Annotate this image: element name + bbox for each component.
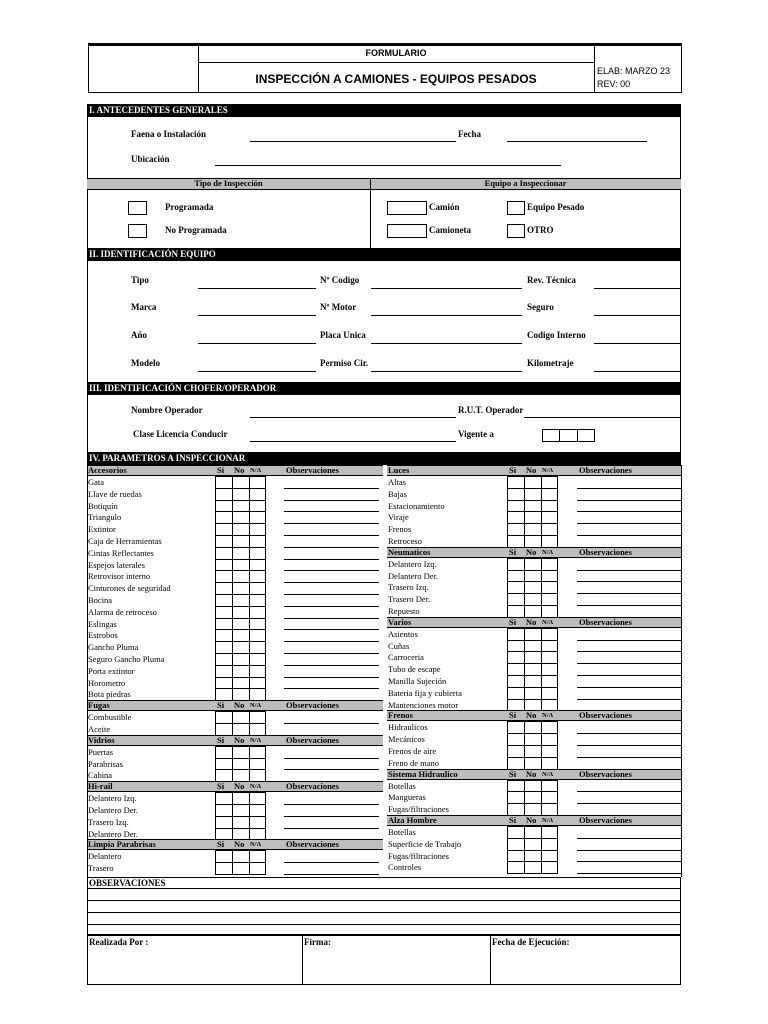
form-label: FORMULARIO xyxy=(365,48,427,58)
observation-field[interactable] xyxy=(284,828,379,829)
observation-field[interactable] xyxy=(284,523,379,524)
no-programada-checkbox[interactable] xyxy=(128,224,147,238)
param-item-label: Delantero Izq. xyxy=(388,558,437,569)
col-na-label: N/A xyxy=(250,702,262,710)
param-item-label: Delantero xyxy=(88,851,122,862)
codigo-label: Nº Codigo xyxy=(320,275,360,285)
codigo-field[interactable] xyxy=(371,288,522,289)
observation-field[interactable] xyxy=(284,758,379,759)
col-no-label: No xyxy=(526,768,537,779)
motor-field[interactable] xyxy=(371,315,522,316)
col-obs-label: Observaciones xyxy=(286,700,339,711)
observation-field[interactable] xyxy=(284,535,379,536)
seguro-label: Seguro xyxy=(527,302,554,312)
observation-field[interactable] xyxy=(577,757,681,758)
rut-label: R.U.T. Operador xyxy=(458,405,524,415)
param-item-label: Caja de Herramientas xyxy=(88,536,162,546)
param-item-label: Extintor xyxy=(88,524,116,535)
param-group-name: Hi-rail xyxy=(88,781,113,792)
col-no-label: No xyxy=(234,700,245,711)
na-checkbox[interactable] xyxy=(541,861,558,874)
param-item-label: Trasero Izq. xyxy=(88,816,129,827)
param-item-label: Delantero Der. xyxy=(88,805,139,815)
nombre-operador-field[interactable] xyxy=(250,417,456,418)
section1-title: I. ANTECEDENTES GENERALES xyxy=(87,104,681,117)
vigente-date-boxes[interactable] xyxy=(542,429,595,442)
programada-label: Programada xyxy=(165,202,214,212)
col-no-label: No xyxy=(234,839,245,850)
param-group-name: Neumaticos xyxy=(388,546,431,557)
na-checkbox[interactable] xyxy=(249,862,266,875)
observation-field[interactable] xyxy=(577,570,681,571)
camioneta-label: Camioneta xyxy=(429,225,471,235)
col-obs-label: Observaciones xyxy=(286,734,339,745)
faena-field[interactable] xyxy=(250,141,456,142)
param-item-label: Altas xyxy=(388,477,406,487)
observation-field[interactable] xyxy=(577,488,681,489)
param-item-label: Freno de mano xyxy=(388,757,439,768)
param-item-label: Mecánicos xyxy=(388,734,425,745)
col-no-label: No xyxy=(526,465,537,475)
motor-label: Nº Motor xyxy=(320,302,357,312)
col-si-label: Si xyxy=(217,465,225,475)
permiso-field[interactable] xyxy=(371,371,522,372)
param-item-label: Botellas xyxy=(388,780,416,791)
col-obs-label: Observaciones xyxy=(286,839,339,850)
section2-title: II. IDENTIFICACIÓN EQUIPO xyxy=(87,248,681,261)
col-obs-label: Observaciones xyxy=(286,781,339,792)
param-item-label: Frenos de aire xyxy=(388,746,437,756)
col-si-label: Si xyxy=(217,839,225,850)
param-item-label: Cinturones de seguridad xyxy=(88,583,171,594)
param-group-name: Fugas xyxy=(88,700,110,711)
tipo-inspeccion-label: Tipo de Inspección xyxy=(194,178,263,188)
rut-field[interactable] xyxy=(524,417,681,418)
col-no-label: No xyxy=(526,815,537,825)
param-item-label: Puertas xyxy=(88,746,114,757)
col-obs-label: Observaciones xyxy=(579,768,632,779)
observaciones-box xyxy=(87,877,681,936)
modelo-label: Modelo xyxy=(131,358,160,368)
observation-field[interactable] xyxy=(284,874,379,875)
footer-div2 xyxy=(490,934,491,985)
col-na-label: N/A xyxy=(542,817,554,824)
observation-field[interactable] xyxy=(577,651,681,652)
col-no-label: No xyxy=(234,465,245,475)
observation-field[interactable] xyxy=(577,581,681,582)
vigente-sep1 xyxy=(559,429,560,442)
header-top-rule xyxy=(88,43,682,46)
col-na-label: N/A xyxy=(542,770,554,778)
header-mid-line xyxy=(198,62,594,63)
ubicacion-field[interactable] xyxy=(215,165,561,166)
col-si-label: Si xyxy=(509,546,517,557)
kilometraje-label: Kilometraje xyxy=(527,358,574,368)
vigente-label: Vigente a xyxy=(458,429,494,439)
param-group-name: Alza Hombre xyxy=(388,815,437,825)
faena-label: Faena o Instalación xyxy=(131,129,207,139)
param-item-label: Triangulo xyxy=(88,512,122,523)
param-item-label: Botellas xyxy=(388,827,416,837)
observation-field[interactable] xyxy=(577,873,681,874)
param-item-label: Botiquín xyxy=(88,500,118,511)
anio-field[interactable] xyxy=(198,343,316,344)
equipo-pesado-checkbox[interactable] xyxy=(507,201,525,215)
col-si-label: Si xyxy=(509,616,517,627)
param-item-label: Estrobos xyxy=(88,630,118,641)
param-item-label: Fugas/filtraciones xyxy=(388,850,449,861)
param-item-label: Fugas/filtraciones xyxy=(388,804,449,815)
param-group-name: Limpia Parabrisas xyxy=(88,839,156,850)
param-item-label: Controles xyxy=(388,862,422,873)
param-item-label: Viraje xyxy=(388,512,409,523)
observation-field[interactable] xyxy=(284,606,379,607)
param-item-label: Estacionamiento xyxy=(388,500,445,511)
observation-field[interactable] xyxy=(577,745,681,746)
param-item-label: Llave de ruedas xyxy=(88,488,142,499)
observation-field[interactable] xyxy=(284,653,379,654)
otro-label: OTRO xyxy=(527,225,554,235)
param-item-label: Combustible xyxy=(88,712,132,723)
observation-field[interactable] xyxy=(577,699,681,700)
anio-label: Año xyxy=(131,330,148,340)
col-na-label: N/A xyxy=(542,712,554,720)
observation-field[interactable] xyxy=(284,547,379,548)
observation-field[interactable] xyxy=(577,605,681,606)
param-item-label: Delantero Der. xyxy=(388,570,439,581)
observation-field[interactable] xyxy=(284,629,379,630)
param-group-name: Accesorios xyxy=(88,465,127,475)
observation-field[interactable] xyxy=(284,804,379,805)
col-si-label: Si xyxy=(217,781,225,792)
elab-date: ELAB: MARZO 23 xyxy=(597,66,671,76)
param-item-label: Cintas Reflectantes xyxy=(88,547,154,558)
param-item-label: Bajas xyxy=(388,488,407,499)
param-item-label: Porta extintor xyxy=(88,665,135,676)
observation-field[interactable] xyxy=(577,500,681,501)
observation-field[interactable] xyxy=(284,723,379,724)
observation-field[interactable] xyxy=(284,582,379,583)
params-frame-left xyxy=(87,465,88,877)
observation-field[interactable] xyxy=(284,641,379,642)
rev-tecnica-field[interactable] xyxy=(594,288,681,289)
params-frame-right xyxy=(681,465,682,877)
col-na-label: N/A xyxy=(250,783,262,791)
observation-field[interactable] xyxy=(577,838,681,839)
obs-line-1[interactable] xyxy=(87,888,681,889)
param-item-label: Retroceso xyxy=(388,536,422,546)
observation-field[interactable] xyxy=(577,535,681,536)
param-item-label: Gata xyxy=(88,477,105,487)
section2-frame xyxy=(87,261,681,382)
col-obs-label: Observaciones xyxy=(579,710,632,721)
col-na-label: N/A xyxy=(250,841,262,849)
camion-label: Camión xyxy=(429,202,460,212)
param-item-label: Bota piedras xyxy=(88,689,131,700)
param-item-label: Gancho Pluma xyxy=(88,642,139,653)
param-group-name: Frenos xyxy=(388,710,413,721)
fecha-ejecucion-label[interactable]: Fecha de Ejecución: xyxy=(492,937,570,947)
observation-field[interactable] xyxy=(577,861,681,862)
observation-field[interactable] xyxy=(284,688,379,689)
obs-line-3[interactable] xyxy=(87,912,681,913)
param-item-label: Cabina xyxy=(88,770,113,781)
observation-field[interactable] xyxy=(284,594,379,595)
col-si-label: Si xyxy=(509,710,517,721)
revision: REV: 00 xyxy=(597,79,631,89)
equipo-inspeccionar-label: Equipo a Inspeccionar xyxy=(484,178,567,188)
col-si-label: Si xyxy=(217,734,225,745)
si-checkbox[interactable] xyxy=(507,861,525,874)
section4-title: IV. PARAMETROS A INSPECCIONAR xyxy=(87,452,681,465)
param-item-label: Horometro xyxy=(88,677,126,688)
observation-field[interactable] xyxy=(284,559,379,560)
firma-label[interactable]: Firma: xyxy=(304,937,331,947)
param-item-label: Retrovisor interno xyxy=(88,571,151,582)
observation-field[interactable] xyxy=(284,500,379,501)
codigo-interno-label: Codigo Interno xyxy=(527,330,586,340)
param-group-name: Vidrios xyxy=(88,734,115,745)
vigente-sep2 xyxy=(577,429,578,442)
col-si-label: Si xyxy=(509,768,517,779)
param-item-label: Hidraulicos xyxy=(388,722,428,733)
col-no-label: No xyxy=(234,781,245,792)
param-item-label: Mangueras xyxy=(388,792,426,803)
param-item-label: Cuñas xyxy=(388,640,410,651)
observation-field[interactable] xyxy=(284,769,379,770)
param-item-label: Trasero Izq. xyxy=(388,582,429,593)
fecha-label: Fecha xyxy=(458,129,481,139)
param-item-label: Delantero Izq. xyxy=(88,793,137,804)
observation-field[interactable] xyxy=(577,593,681,594)
col-obs-label: Observaciones xyxy=(286,465,339,475)
header-rev-divider xyxy=(594,46,595,93)
col-obs-label: Observaciones xyxy=(579,465,632,475)
observation-field[interactable] xyxy=(577,733,681,734)
tipo-label: Tipo xyxy=(131,275,149,285)
col-no-label: No xyxy=(234,734,245,745)
observation-field[interactable] xyxy=(284,862,379,863)
param-item-label: Bocina xyxy=(88,595,113,605)
observaciones-title: OBSERVACIONES xyxy=(89,878,166,888)
section3-frame xyxy=(87,395,681,452)
param-item-label: Seguro Gancho Pluma xyxy=(88,654,165,664)
form-title: INSPECCIÓN A CAMIONES - EQUIPOS PESADOS xyxy=(255,72,537,86)
observation-field[interactable] xyxy=(284,570,379,571)
col-obs-label: Observaciones xyxy=(579,546,632,557)
param-item-label: Espejos laterales xyxy=(88,559,145,570)
param-item-label: Asientos xyxy=(388,628,418,639)
observation-field[interactable] xyxy=(577,663,681,664)
licencia-field[interactable] xyxy=(250,441,456,442)
kilometraje-field[interactable] xyxy=(594,371,681,372)
footer-div1 xyxy=(302,934,303,985)
param-group-name: Luces xyxy=(388,465,410,475)
col-na-label: N/A xyxy=(542,467,554,474)
observation-field[interactable] xyxy=(284,816,379,817)
param-item-label: Trasero xyxy=(88,863,114,874)
observation-field[interactable] xyxy=(577,803,681,804)
col-no-label: No xyxy=(526,710,537,721)
col-obs-label: Observaciones xyxy=(579,815,632,825)
param-item-label: Repuesto xyxy=(388,606,420,616)
param-item-label: Mantenciones motor xyxy=(388,699,459,710)
param-item-label: Delantero Der. xyxy=(88,828,139,839)
observation-field[interactable] xyxy=(577,791,681,792)
col-na-label: N/A xyxy=(542,618,554,626)
equipo-pesado-label: Equipo Pesado xyxy=(527,202,585,212)
no-programada-label: No Programada xyxy=(165,225,227,235)
rev-tecnica-label: Rev. Técnica xyxy=(527,275,576,285)
modelo-field[interactable] xyxy=(198,371,316,372)
section3-title: III. IDENTIFICACIÓN CHOFER/OPERADOR xyxy=(87,382,681,395)
observation-field[interactable] xyxy=(284,488,379,489)
tipo-field[interactable] xyxy=(198,288,316,289)
param-item-label: Tubo de escape xyxy=(388,664,441,675)
observation-field[interactable] xyxy=(577,511,681,512)
camion-checkbox[interactable] xyxy=(387,201,427,215)
param-item-label: Manilla Sujeción xyxy=(388,676,447,686)
obs-line-4[interactable] xyxy=(87,924,681,925)
observation-field[interactable] xyxy=(577,850,681,851)
marca-field[interactable] xyxy=(198,315,316,316)
observation-field[interactable] xyxy=(577,640,681,641)
otro-checkbox[interactable] xyxy=(507,224,525,238)
col-na-label: N/A xyxy=(542,548,554,556)
col-obs-label: Observaciones xyxy=(579,616,632,627)
marca-label: Marca xyxy=(131,302,157,312)
col-si-label: Si xyxy=(509,815,517,825)
ubicacion-label: Ubicación xyxy=(131,154,170,164)
observation-field[interactable] xyxy=(577,675,681,676)
footer-box xyxy=(87,934,681,985)
col-no-label: No xyxy=(526,546,537,557)
no-checkbox[interactable] xyxy=(232,862,250,875)
obs-line-2[interactable] xyxy=(87,900,681,901)
col-si-label: Si xyxy=(217,700,225,711)
col-no-label: No xyxy=(526,616,537,627)
nombre-operador-label: Nombre Operador xyxy=(131,405,203,415)
realizada-label[interactable]: Realizada Por : xyxy=(89,937,149,947)
permiso-label: Permiso Cir. xyxy=(320,358,369,368)
camioneta-checkbox[interactable] xyxy=(387,224,427,238)
placa-label: Placa Unica xyxy=(320,330,366,340)
observation-field[interactable] xyxy=(284,618,379,619)
observation-field[interactable] xyxy=(284,511,379,512)
observation-field[interactable] xyxy=(577,523,681,524)
licencia-label: Clase Licencia Conducir xyxy=(133,429,228,439)
param-item-label: Aceite xyxy=(88,724,111,734)
tipo-divider xyxy=(370,178,371,248)
si-checkbox[interactable] xyxy=(215,862,233,875)
param-item-label: Frenos xyxy=(388,524,412,535)
param-item-label: Eslingas xyxy=(88,618,117,629)
observation-field[interactable] xyxy=(284,665,379,666)
param-group-name: Varios xyxy=(388,616,412,627)
param-group-name: Sistema Hidraulico xyxy=(388,768,458,779)
observation-field[interactable] xyxy=(577,687,681,688)
no-checkbox[interactable] xyxy=(524,861,542,874)
observation-field[interactable] xyxy=(284,677,379,678)
param-item-label: Carroceria xyxy=(388,652,424,663)
programada-checkbox[interactable] xyxy=(128,201,147,215)
param-item-label: Parabrisas xyxy=(88,758,123,769)
param-item-label: Alarma de retroceso xyxy=(88,606,157,617)
param-item-label: Bateria fija y cubierta xyxy=(388,687,462,698)
param-item-label: Trasero Der. xyxy=(388,594,431,605)
seguro-field[interactable] xyxy=(594,315,681,316)
param-item-label: Superficie de Trabajo xyxy=(388,838,462,849)
fecha-field[interactable] xyxy=(507,141,647,142)
col-si-label: Si xyxy=(509,465,517,475)
codigo-interno-field[interactable] xyxy=(594,343,681,344)
placa-field[interactable] xyxy=(371,343,522,344)
col-na-label: N/A xyxy=(250,736,262,744)
col-na-label: N/A xyxy=(250,467,262,474)
